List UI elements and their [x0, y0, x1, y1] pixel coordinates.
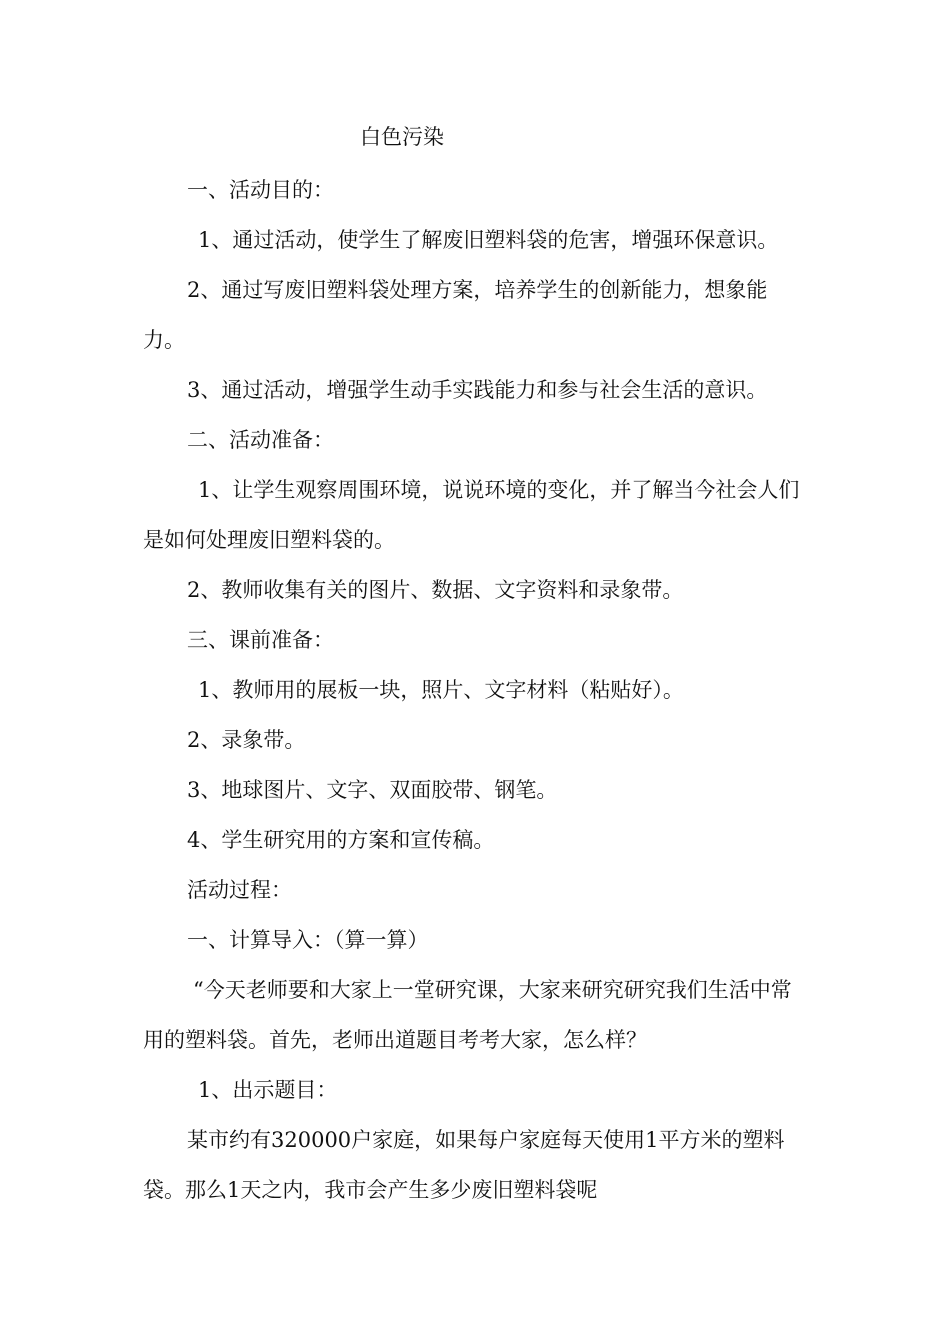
- section-heading-objectives: 一、活动目的：: [187, 178, 334, 202]
- section-heading-preparation: 二、活动准备：: [187, 428, 334, 452]
- preparation-item-2: 2、教师收集有关的图片、数据、文字资料和录象带。: [187, 578, 684, 602]
- objective-item-1: 1、通过活动，使学生了解废旧塑料袋的危害，增强环保意识。: [198, 228, 779, 252]
- document-title: 白色污染: [360, 125, 444, 149]
- pre-class-item-1: 1、教师用的展板一块，照片、文字材料（粘贴好）。: [198, 678, 684, 702]
- math-question: 某市约有320000户家庭，如果每户家庭每天使用1平方米的塑料袋。那么1天之内，我市会产生多少废旧塑料袋呢: [143, 1128, 785, 1202]
- pre-class-item-2: 2、录象带。: [187, 728, 306, 752]
- process-step-1-heading: 一、计算导入：（算一算）: [187, 928, 429, 952]
- section-heading-pre-class: 三、课前准备：: [187, 628, 334, 652]
- objective-item-3: 3、通过活动，增强学生动手实践能力和参与社会生活的意识。: [187, 378, 768, 402]
- objective-item-2: 2、通过写废旧塑料袋处理方案，培养学生的创新能力，想象能力。: [143, 278, 768, 352]
- section-heading-process: 活动过程：: [187, 878, 292, 902]
- document-body: [143, 165, 808, 1215]
- show-question-heading: 1、出示题目：: [198, 1078, 338, 1102]
- pre-class-item-4: 4、学生研究用的方案和宣传稿。: [187, 828, 495, 852]
- teacher-quote: “今天老师要和大家上一堂研究课，大家来研究研究我们生活中常用的塑料袋。首先，老师出道题目考考大家，怎么样？: [143, 978, 792, 1052]
- preparation-item-1: 1、让学生观察周围环境，说说环境的变化，并了解当今社会人们是如何处理废旧塑料袋的。: [143, 478, 800, 552]
- pre-class-item-3: 3、地球图片、文字、双面胶带、钢笔。: [187, 778, 558, 802]
